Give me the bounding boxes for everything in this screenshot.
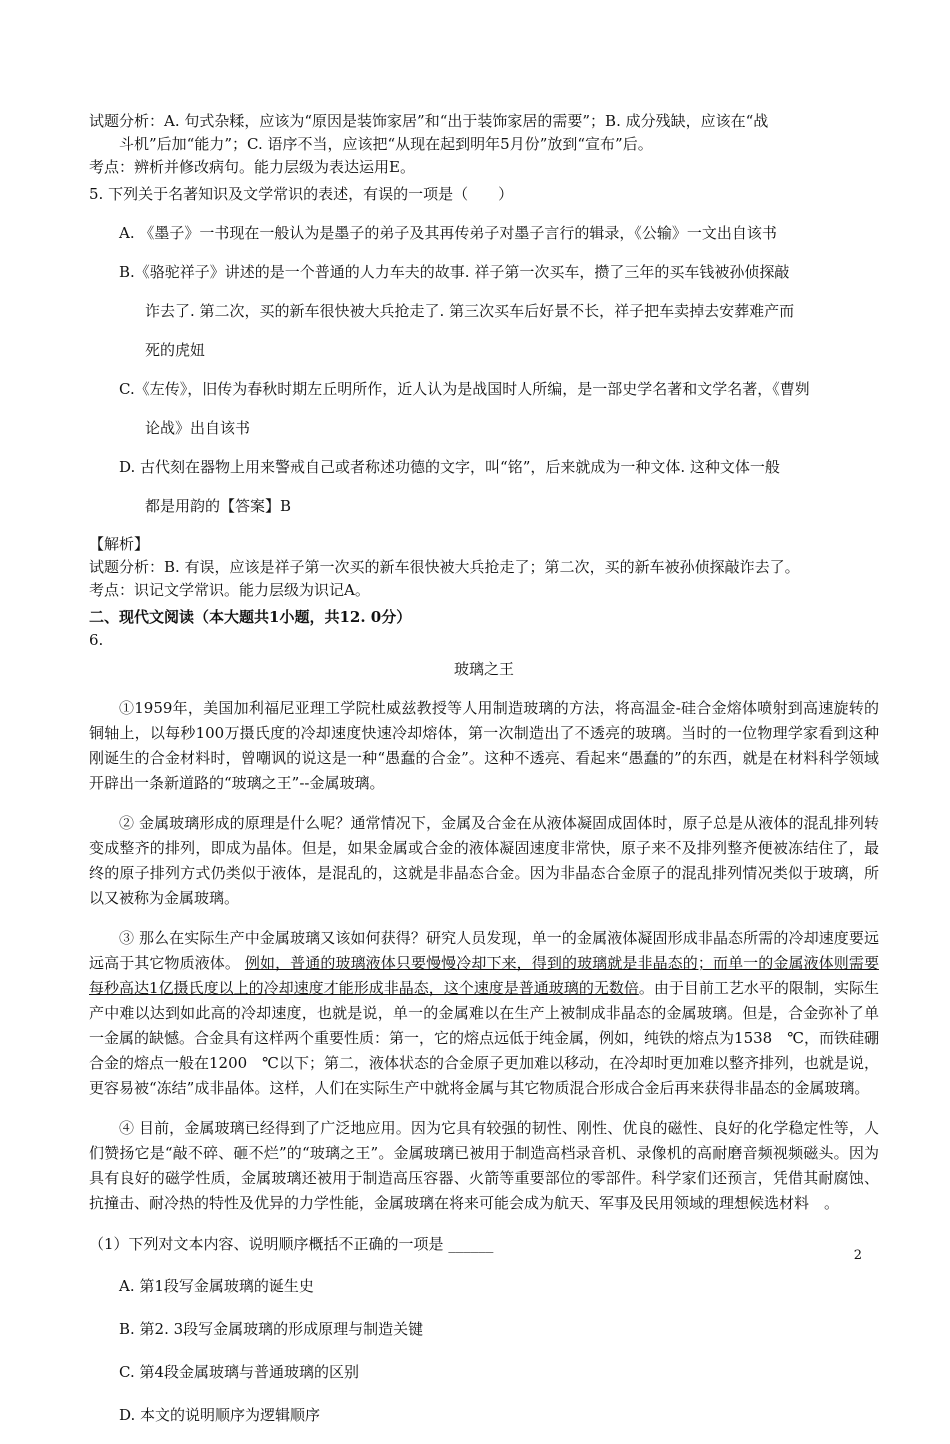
page-number: 2	[853, 1248, 862, 1263]
question-6-1-option-d: D. 本文的说明顺序为逻辑顺序	[119, 1406, 321, 1424]
question-5-option-b: B.《骆驼祥子》讲述的是一个普通的人力车夫的故事. 祥子第一次买车，攒了三年的买车钱被孙侦探敲	[119, 263, 790, 281]
analysis-line: 试题分析：A. 句式杂糅，应该为“原因是装饰家居”和“出于装饰家居的需要”；B. 成分残缺，应该在“战	[89, 112, 769, 130]
analysis-line: 斗机”后加“能力”；C. 语序不当，应该把“从现在起到明年5月份”放到“宣布”后。	[119, 135, 653, 153]
question-5-option-d: D. 古代刻在器物上用来警戒自己或者称述功德的文字，叫“铭”，后来就成为一种文体. 这种文体一般	[119, 458, 780, 476]
question-5-option-d-cont: 都是用韵的【答案】B	[145, 497, 292, 515]
paragraph-3-rest: 。由于目前工艺水平的限制，实际生产中难以达到如此高的冷却速度，也就是说，单一的金属难以在生产上被制成非晶态的金属玻璃。但是，合金弥补了单一金属的缺憾。合金具有这样两个重要性质：第一，它的熔点远低于纯金属，例如，纯铁的熔点为1538 ℃，而铁硅硼合金的熔点一般在1200 ℃以下；第二，液体状态的合金原子更加难以移动，在冷却时更加难以整齐排列，也就是说，更容易被“冻结”成非晶体。这样，人们在实际生产中就将金属与其它物质混合形成合金后再来获得非晶态的金属玻璃。	[89, 979, 879, 1097]
analysis-line: 试题分析：B. 有误，应该是祥子第一次买的新车很快被大兵抢走了；第二次，买的新车被孙侦探敲诈去了。	[89, 558, 800, 576]
article-paragraph-2: ② 金属玻璃形成的原理是什么呢？通常情况下，金属及合金在从液体凝固成固体时，原子总是从液体的混乱排列转变成整齐的排列，即成为晶体。但是，如果金属或合金的液体凝固速度非常快，原子来不及排列整齐便被冻结住了，最终的原子排列方式仍类似于液体，是混乱的，这就是非晶态合金。因为非晶态合金原子的混乱排列情况类似于玻璃，所以又被称为金属玻璃。	[89, 814, 879, 907]
question-6-1-option-b: B. 第2. 3段写金属玻璃的形成原理与制造关键	[119, 1320, 424, 1338]
paragraph-3-intro: ③ 那么在实际生产中金属玻璃又该如何获得？研究人员发现，单一的金属液体凝固形成非晶态所需的冷却速度要远远高于其它物质液体。	[89, 929, 879, 972]
question-6-1-stem: （1）下列对文本内容、说明顺序概括不正确的一项是 ______	[89, 1235, 494, 1253]
article-paragraph-1: ①1959年，美国加利福尼亚理工学院杜威兹教授等人用制造玻璃的方法，将高温金-硅合金熔体喷射到高速旋转的铜轴上，以每秒100万摄氏度的冷却速度快速冷却熔体，第一次制造出了不透亮的玻璃。当时的一位物理学家看到这种刚诞生的合金材料时，曾嘲讽的说这是一种“愚蠢的合金”。这种不透亮、看起来“愚蠢的”的东西，就是在材料科学领域开辟出一条新道路的“玻璃之王”--金属玻璃。	[89, 699, 879, 792]
question-6-number: 6.	[89, 631, 104, 649]
question-6-1-option-a: A. 第1段写金属玻璃的诞生史	[119, 1277, 314, 1295]
jiexi-heading: 【解析】	[89, 535, 150, 553]
question-5-option-b-cont: 死的虎妞	[145, 341, 206, 359]
question-5-option-c: C.《左传》，旧传为春秋时期左丘明所作，近人认为是战国时人所编，是一部史学名著和文学名著，《曹刿	[119, 380, 810, 398]
question-5-option-c-cont: 论战》出自该书	[145, 419, 251, 437]
kaodian-line: 考点：辨析并修改病句。能力层级为表达运用E。	[89, 158, 415, 176]
question-5-option-b-cont: 诈去了. 第二次，买的新车很快被大兵抢走了. 第三次买车后好景不长，祥子把车卖掉去安葬难产而	[145, 302, 795, 320]
question-6-1-option-c: C. 第4段金属玻璃与普通玻璃的区别	[119, 1363, 360, 1381]
question-5-stem: 5. 下列关于名著知识及文学常识的表述，有误的一项是（ ）	[89, 185, 514, 203]
article-title: 玻璃之王	[453, 660, 514, 678]
article-paragraph-4: ④ 目前，金属玻璃已经得到了广泛地应用。因为它具有较强的韧性、刚性、优良的磁性、良好的化学稳定性等，人们赞扬它是“敲不碎、砸不烂”的“玻璃之王”。金属玻璃已被用于制造高档录音机、录像机的高耐磨音频视频磁头。因为具有良好的磁学性质，金属玻璃还被用于制造高压容器、火箭等重要部位的零部件。科学家们还预言，凭借其耐腐蚀、抗撞击、耐冷热的特性及优异的力学性能，金属玻璃在将来可能会成为航天、军事及民用领域的理想候选材料 。	[89, 1119, 879, 1212]
kaodian-line: 考点：识记文学常识。能力层级为识记A。	[89, 581, 370, 599]
underlined-sentence: 例如，普通的玻璃液体只要慢慢冷却下来，得到的玻璃就是非晶态的；而单一的金属液体则需要每秒高达1亿摄氏度以上的冷却速度才能形成非晶态，这个速度是普通玻璃的无数倍	[89, 954, 879, 997]
section-heading: 二、现代文阅读（本大题共1小题，共12. 0分）	[89, 608, 412, 626]
question-5-option-a: A. 《墨子》一书现在一般认为是墨子的弟子及其再传弟子对墨子言行的辑录，《公输》一文出自该书	[119, 224, 777, 242]
article-paragraph-3	[89, 926, 879, 1101]
page-content	[89, 110, 879, 1444]
